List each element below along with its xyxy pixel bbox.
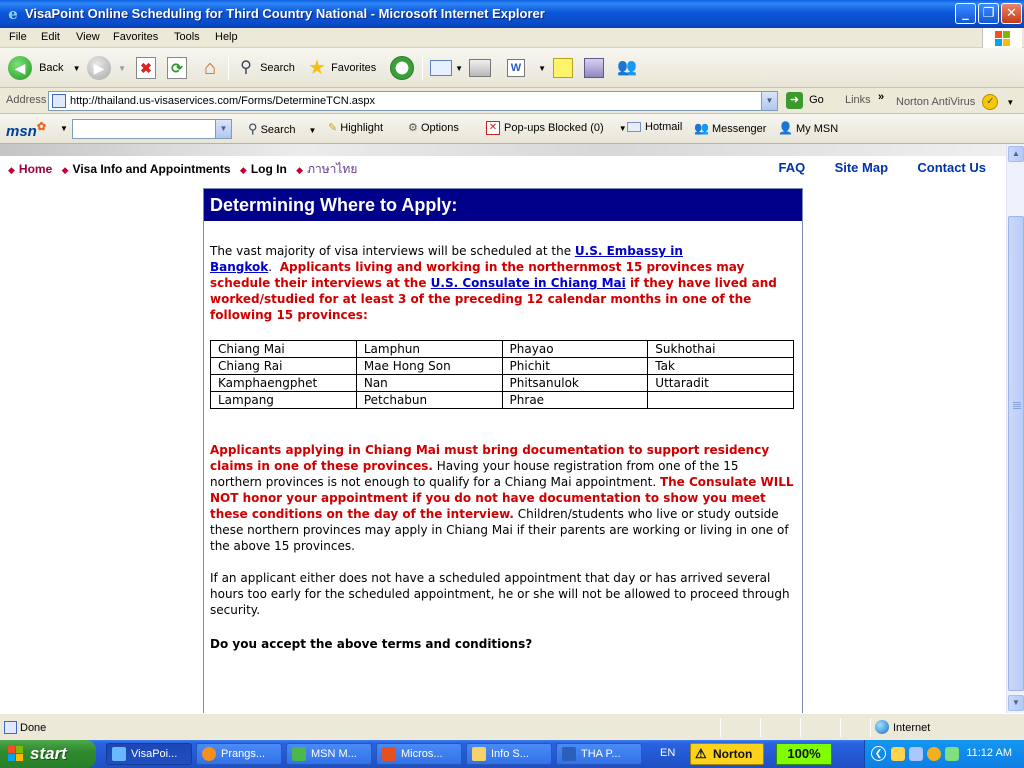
province-cell: Phitsanulok [502,375,648,392]
task-visapoint[interactable]: VisaPoi... [106,743,192,765]
history-icon [390,56,414,80]
msn-search-dropdown-arrow-icon[interactable]: ▼ [308,126,317,135]
scroll-down-arrow-icon[interactable]: ▼ [1008,695,1024,711]
ie-icon [112,747,126,761]
address-label: Address [6,94,47,106]
search-icon: ⚲ [240,59,252,77]
task-msn-messenger[interactable]: MSN M... [286,743,372,765]
table-row [211,392,794,409]
province-cell: Lampang [211,392,357,409]
close-button[interactable]: ✕ [1001,3,1022,24]
address-bar [0,88,1024,114]
province-cell: Uttaradit [648,375,794,392]
status-bar [0,713,1024,740]
province-cell: Chiang Mai [211,341,357,358]
options-button[interactable]: ⚙ Options [408,122,459,134]
content-body [210,243,794,652]
highlight-pen-icon: ✎ [328,122,338,134]
back-button[interactable]: ◀ Back ▼ [8,56,81,80]
research-button[interactable] [584,56,604,80]
hotmail-envelope-icon [627,122,641,132]
print-icon [469,59,491,77]
norton-icon: ✓ [982,94,998,110]
start-button[interactable]: start [0,740,96,768]
site-banner [0,144,1006,156]
consulate-chiang-mai-link[interactable]: U.S. Consulate in Chiang Mai [430,276,626,290]
tray-expand-icon[interactable]: ❮ [871,746,886,761]
nav-faq-link[interactable]: FAQ [778,160,806,175]
hotmail-button[interactable]: Hotmail [627,121,682,133]
province-cell: Lamphun [356,341,502,358]
my-msn-icon: 👤 [778,121,793,135]
ie-logo-icon: e [8,5,18,23]
msn-search-icon: ⚲ [248,121,258,136]
windows-flag-icon [982,28,1022,48]
messenger-toolbar-button[interactable] [616,56,638,80]
windows-logo-icon [8,746,24,762]
internet-globe-icon [875,720,889,734]
language-indicator[interactable]: EN [660,747,676,759]
links-label[interactable]: Links [845,94,871,106]
nav-site-map-link[interactable]: Site Map [834,160,889,175]
tray-globe-icon[interactable] [927,747,941,761]
window-title: VisaPoint Online Scheduling for Third Country National - Microsoft Internet Explorer [25,6,545,21]
province-cell: Petchabun [356,392,502,409]
note-icon [553,58,573,78]
options-icon: ⚙ [408,122,418,134]
highlight-button[interactable]: ✎ Highlight [328,122,384,134]
task-tha[interactable]: THA P... [556,743,642,765]
security-paragraph: If an applicant either does not have a scheduled appointment that day or has arrived several hours too early for the scheduled appointment, he or she will not be allowed to proceed through security. [210,571,790,617]
province-cell: Sukhothai [648,341,794,358]
page-icon [52,94,66,108]
firefox-icon [202,747,216,761]
msn-logo-dropdown-icon[interactable]: ▼ [60,124,68,133]
msn-search-input[interactable] [72,119,232,139]
home-button[interactable] [198,56,222,80]
msn-butterfly-icon: ✿ [36,121,47,133]
status-text: Done [20,722,47,734]
province-cell: Tak [648,358,794,375]
province-cell: Mae Hong Son [356,358,502,375]
address-url[interactable]: http://thailand.us-visaservices.com/Forms/DetermineTCN.aspx [70,95,376,107]
nav-visa-info-link[interactable]: Visa Info and Appointments [72,162,231,176]
stop-button[interactable] [136,56,156,80]
vertical-scrollbar[interactable] [1006,144,1024,713]
forward-dropdown-icon[interactable]: ▼ [118,64,126,73]
norton-warning-icon: ⚠ [695,746,707,761]
page-done-icon [4,721,17,734]
security-zone: Internet [893,722,931,734]
address-dropdown-icon[interactable]: ▼ [761,92,777,110]
menu-bar [0,28,1024,48]
msn-messenger-icon [292,747,306,761]
nav-bullet-icon: ◆ [296,165,304,175]
mail-icon [430,60,452,76]
nav-bullet-icon: ◆ [239,165,247,175]
table-row [211,375,794,392]
my-msn-button[interactable]: 👤 My MSN [778,121,839,135]
favorites-button[interactable]: ★ Favorites [306,56,376,80]
window-title-bar[interactable] [0,0,1024,28]
popups-blocked-button[interactable]: ✕ Pop-ups Blocked (0) ▼ [486,121,627,135]
restore-button[interactable]: ❐ [978,3,999,24]
content-panel [203,188,803,713]
tray-network-icon[interactable] [909,747,923,761]
search-button[interactable]: ⚲ Search [235,56,295,80]
site-navigation [0,156,1006,180]
history-button[interactable] [390,56,414,80]
provinces-table [210,340,794,409]
print-button[interactable] [469,56,491,80]
forward-button[interactable] [87,56,126,80]
msn-logo[interactable]: msn✿ [6,121,47,140]
msn-toolbar [0,114,1024,144]
menu-help[interactable]: Help [215,31,238,43]
tray-power-icon[interactable] [891,747,905,761]
nav-contact-us-link[interactable]: Contact Us [917,160,986,175]
address-input[interactable] [48,91,778,111]
task-info[interactable]: Info S... [466,743,552,765]
tray-app-icon[interactable] [945,747,959,761]
stop-icon: ✖ [136,57,156,79]
norton-antivirus-button[interactable]: Norton AntiVirus ✓ ▼ [896,94,1014,110]
province-cell: Kamphaengphet [211,375,357,392]
nav-login-link[interactable]: Log In [250,162,287,176]
taskbar [0,740,1024,768]
folder-icon [472,747,486,761]
mail-dropdown-icon[interactable]: ▼ [455,64,463,73]
system-clock[interactable]: 11:12 AM [966,747,1012,759]
msn-search-dropdown-icon[interactable]: ▼ [215,120,231,138]
word-document-icon [562,747,576,761]
home-icon: ⌂ [203,57,217,80]
popup-blocker-icon: ✕ [486,121,500,135]
refresh-icon: ⟳ [167,57,187,79]
edit-dropdown-icon[interactable]: ▼ [538,64,546,73]
forward-arrow-icon: ▶ [87,56,111,80]
go-button[interactable]: ➜ Go [786,92,824,109]
intro-paragraph: The vast majority of visa interviews will be scheduled at the U.S. Embassy in Bangkok. Applicants living and working in the northernmost 15 provinces may schedule their interviews at the U.S. Consulate in Chiang Mai if they have lived and worked/studied for at least 3 of the preceding 12 calendar months in one of the following 15 provinces: [210,244,777,322]
nav-thai-language-link[interactable]: ภาษาไทย [307,162,358,176]
task-microsoft[interactable]: Micros... [376,743,462,765]
back-dropdown-icon[interactable]: ▼ [72,64,81,73]
table-row [211,358,794,375]
msn-search-button[interactable]: ⚲ Search ▼ [248,121,317,136]
province-cell: Phayao [502,341,648,358]
standard-toolbar [0,48,1024,88]
messenger-icon: 👥 [694,121,709,135]
menu-favorites[interactable]: Favorites [113,31,159,43]
refresh-button[interactable] [167,56,187,80]
menu-view[interactable]: View [76,31,100,43]
task-prangs[interactable]: Prangs... [196,743,282,765]
province-cell: Chiang Rai [211,358,357,375]
edit-word-button[interactable] [507,56,546,80]
norton-taskbar-button[interactable]: ⚠ Norton [690,743,764,765]
go-arrow-icon: ➜ [786,92,803,109]
popups-dropdown-icon[interactable]: ▼ [618,123,627,133]
nav-bullet-icon: ◆ [8,165,15,175]
nav-bullet-icon: ◆ [61,165,69,175]
scroll-up-arrow-icon[interactable]: ▲ [1008,146,1024,162]
mail-button[interactable] [430,56,463,80]
links-chevron-icon[interactable]: » [878,91,885,103]
powerpoint-icon [382,747,396,761]
scrollbar-thumb[interactable] [1008,216,1024,691]
nav-home-link[interactable]: Home [18,162,53,176]
province-cell: Nan [356,375,502,392]
minimize-button[interactable]: _ [955,3,976,24]
favorites-star-icon: ★ [308,57,326,80]
system-tray [864,740,1024,768]
table-row [211,341,794,358]
embassy-bangkok-link[interactable]: U.S. Embassy in Bangkok [210,244,683,274]
province-cell [648,392,794,409]
page-viewport [0,144,1006,713]
menu-edit[interactable]: Edit [41,31,60,43]
page-heading: Determining Where to Apply: [204,189,802,221]
documentation-paragraph: Applicants applying in Chiang Mai must bring documentation to support residency claims in one of these provinces. Having your house registration from one of the 15 northern provinces is not enough to qualify for a Chiang Mai appointment. The Consulate WILL NOT honor your appointment if you do not have documentation to show you meet these conditions on the day of the interview. Children/students who live or study outside these northern provinces may apply in Chiang Mai if their parents are working or living in one of the above 15 provinces. [210,443,794,553]
province-cell: Phichit [502,358,648,375]
menu-file[interactable]: File [9,31,27,43]
terms-question: Do you accept the above terms and conditions? [210,637,533,651]
messenger-button[interactable]: 👥 Messenger [694,121,767,135]
research-icon [584,58,604,78]
word-icon: W [507,59,525,77]
province-cell: Phrae [502,392,648,409]
back-arrow-icon: ◀ [8,56,32,80]
menu-tools[interactable]: Tools [174,31,200,43]
discuss-button[interactable] [553,56,573,80]
norton-dropdown-icon[interactable]: ▼ [1006,97,1015,107]
messenger-people-icon: 👥 [617,59,637,77]
percent-indicator[interactable]: 100% [776,743,832,765]
